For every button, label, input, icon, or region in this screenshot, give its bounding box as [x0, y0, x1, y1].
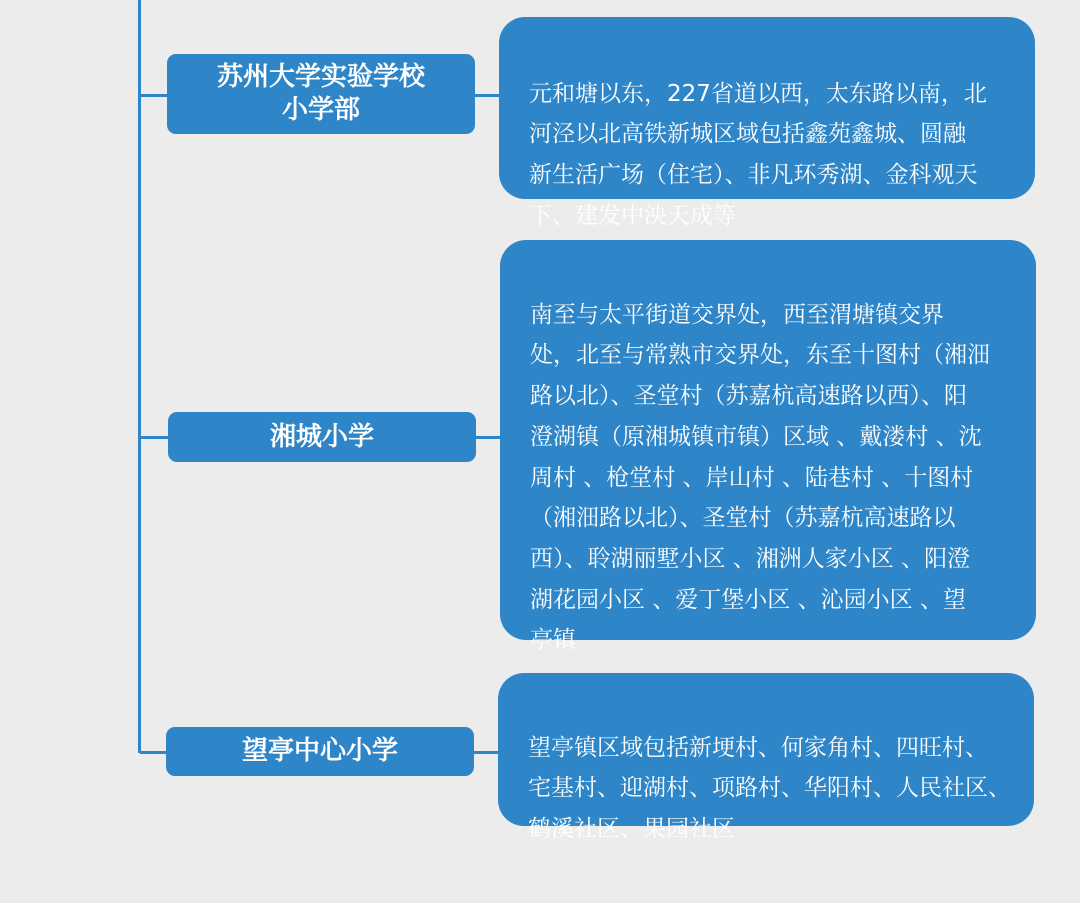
- school-label: [168, 412, 476, 462]
- school-name: 苏州大学实验学校 小学部: [216, 62, 425, 125]
- tree-trunk-line: [138, 0, 141, 753]
- district-description: 元和塘以东，227省道以西，太东路以南，北 河泾以北高铁新城区域包括鑫苑鑫城、圆融 新生活广场（住宅）、非凡环秀湖、金科观天 下、建发中泱天成等: [529, 80, 987, 229]
- branch-connector-right: [475, 94, 500, 97]
- school-label: [166, 727, 474, 776]
- district-description-box: [500, 240, 1036, 654]
- school-name: 湘城小学: [269, 421, 374, 452]
- branch-connector-right: [474, 751, 499, 754]
- district-description: 望亭镇区域包括新埂村、何家角村、四旺村、 宅基村、迎湖村、项路村、华阳村、人民社区、 鹤溪社区、果园社区: [528, 734, 1011, 843]
- branch-connector-right: [476, 436, 501, 439]
- district-description-box: [498, 673, 1034, 843]
- school-name: 望亭中心小学: [241, 736, 398, 766]
- branch-connector-left: [140, 751, 167, 754]
- branch-connector-left: [140, 436, 169, 439]
- district-description: 南至与太平街道交界处，西至渭塘镇交界 处，北至与常熟市交界处，东至十图村（湘沺 路以北）、圣堂村（苏嘉杭高速路以西）、阳 澄湖镇（原湘城镇市镇）区域 、戴溇村 、沈 周村 、枪堂村 、岸山村 、陆巷村 、十图村 （湘沺路以北）、圣堂村（苏嘉杭高速路以 西）、聆湖丽墅小区 、湘洲人家小区 、阳澄 湖花园小区 、爱丁堡小区 、沁园小区 、望 亭镇: [530, 301, 990, 654]
- district-description-box: [499, 17, 1035, 229]
- branch-connector-left: [140, 94, 168, 97]
- school-label: [167, 54, 475, 134]
